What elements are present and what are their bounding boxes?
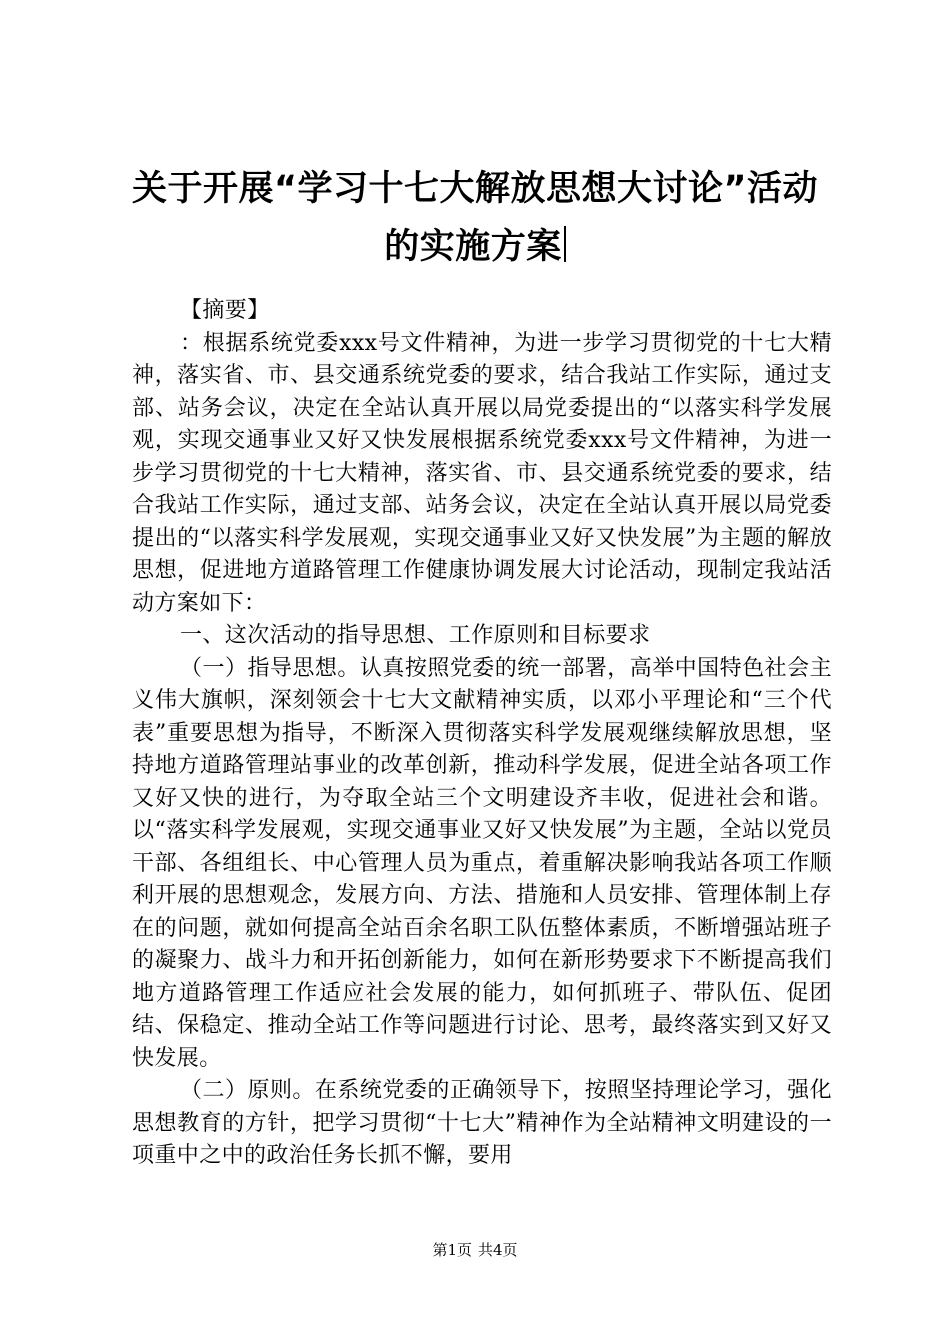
document-body: [132, 295, 832, 1173]
document-title: [110, 160, 840, 276]
abstract-label: 【摘要】: [180, 298, 270, 323]
paragraph-principles: （二）原则。在系统党委的正确领导下，按照坚持理论学习，强化思想教育的方针，把学习贯彻“十七大”精神作为全站精神文明建设的一项重中之中的政治任务长抓不懈，要用: [132, 1078, 832, 1168]
page-number: 第1页: [432, 1241, 472, 1259]
abstract-paragraph: ：根据系统党委xxx号文件精神，为进一步学习贯彻党的十七大精神，落实省、市、县交通系统党委的要求，结合我站工作实际，通过支部、站务会议，决定在全站认真开展以局党委提出的“以落实科学发展观，实现交通事业又好又快发展根据系统党委xxx号文件精神，为进一步学习贯彻党的十七大精神，落实省、市、县交通系统党委的要求，结合我站工作实际，通过支部、站务会议，决定在全站认真开展以局党委提出的“以落实科学发展观，实现交通事业又好又快发展”为主题的解放思想，促进地方道路管理工作健康协调发展大讨论活动，现制定我站活动方案如下：: [132, 330, 832, 616]
page-total: 共4页: [478, 1241, 518, 1259]
title-line-2: [110, 218, 840, 276]
title-line-1: 关于开展“学习十七大解放思想大讨论”活动: [131, 169, 818, 209]
page-footer: [0, 1240, 950, 1260]
title-line-2-text: 的实施方案: [384, 227, 562, 267]
text-cursor: [564, 226, 566, 262]
paragraph-guiding-thought: （一）指导思想。认真按照党委的统一部署，高举中国特色社会主义伟大旗帜，深刻领会十七大文献精神实质，以邓小平理论和“三个代表”重要思想为指导，不断深入贯彻落实科学发展观继续解放思想，坚持地方道路管理站事业的改革创新，推动科学发展，促进全站各项工作又好又快的进行，为夺取全站三个文明建设齐丰收，促进社会和谐。以“落实科学发展观，实现交通事业又好又快发展”为主题，全站以党员干部、各组组长、中心管理人员为重点，着重解决影响我站各项工作顺利开展的思想观念，发展方向、方法、措施和人员安排、管理体制上存在的问题，就如何提高全站百余名职工队伍整体素质，不断增强站班子的凝聚力、战斗力和开拓创新能力，如何在新形势要求下不断提高我们地方道路管理工作适应社会发展的能力，如何抓班子、带队伍、促团结、保稳定、推动全站工作等问题进行讨论、思考，最终落实到又好又快发展。: [132, 655, 832, 1071]
section-heading-1: 一、这次活动的指导思想、工作原则和目标要求: [180, 623, 651, 648]
